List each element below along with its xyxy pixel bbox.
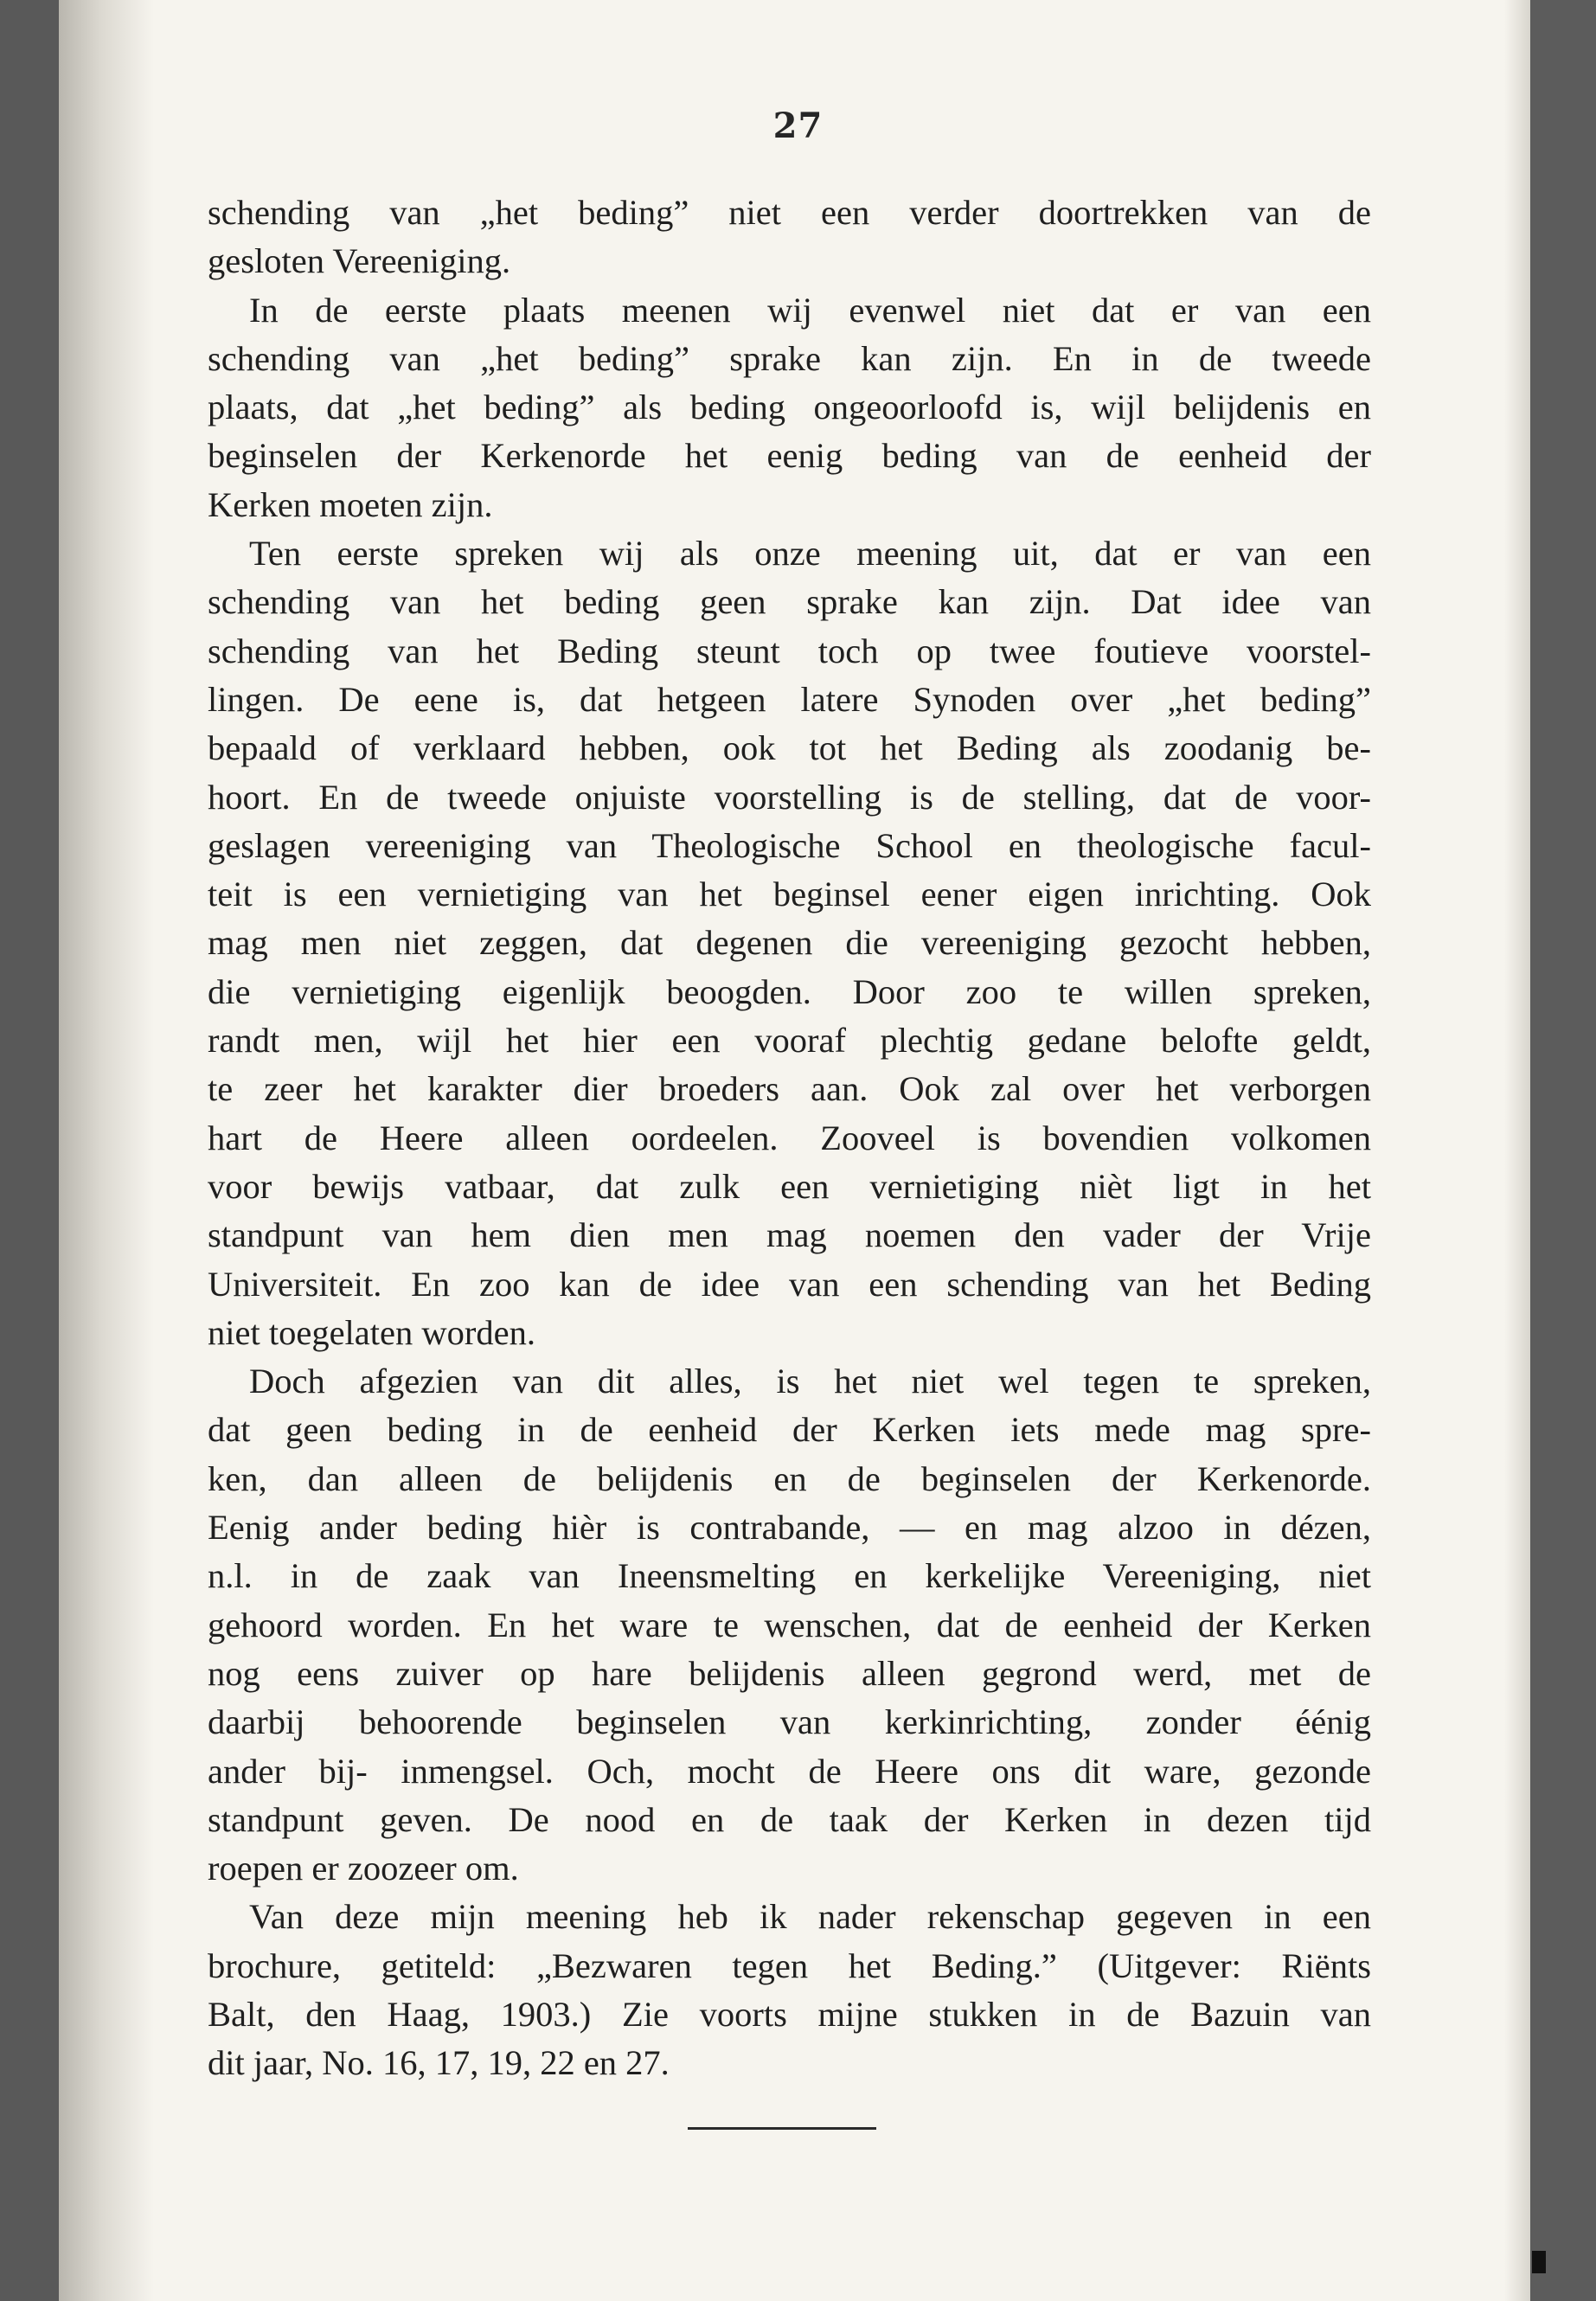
text-line: schending van het Beding steunt toch op twee foutieve voorstel- — [208, 631, 1371, 670]
text-line: schending van „het beding” niet een verder doortrekken van de — [208, 193, 1371, 232]
body-text — [208, 189, 1371, 2088]
text-line: standpunt geven. De nood en de taak der Kerken in dezen tijd — [208, 1799, 1371, 1839]
text-line: beginselen der Kerkenorde het eenig beding van de eenheid der — [208, 436, 1371, 476]
text-line: randt men, wijl het hier een vooraf plechtig gedane belofte geldt, — [208, 1021, 1371, 1061]
text-line: schending van „het beding” sprake kan zijn. En in de tweede — [208, 338, 1371, 378]
text-line: roepen er zoozeer om. — [208, 1849, 519, 1888]
text-line: dit jaar, No. 16, 17, 19, 22 en 27. — [208, 2043, 670, 2083]
text-line: ander bij- inmengsel. Och, mocht de Heere ons dit ware, gezonde — [208, 1751, 1371, 1791]
text-line: die vernietiging eigenlijk beoogden. Door zoo te willen spreken, — [208, 971, 1371, 1011]
text-line: bepaald of verklaard hebben, ook tot het Beding als zoodanig be- — [208, 728, 1371, 768]
text-line: lingen. De eene is, dat hetgeen latere Synoden over „het beding” — [208, 679, 1371, 719]
text-line: hart de Heere alleen oordeelen. Zooveel is bovendien volkomen — [208, 1118, 1371, 1157]
scan-left-border — [0, 0, 59, 2301]
text-line: Kerken moeten zijn. — [208, 484, 493, 524]
closing-rule — [688, 2127, 876, 2130]
text-line: teit is een vernietiging van het beginsel eener eigen inrichting. Ook — [208, 875, 1371, 914]
text-line: n.l. in de zaak van Ineensmelting en kerkelijke Vereeniging, niet — [208, 1556, 1371, 1596]
text-line: dat geen beding in de eenheid der Kerken iets mede mag spre- — [208, 1410, 1371, 1450]
text-line: nog eens zuiver op hare belijdenis alleen gegrond werd, met de — [208, 1653, 1371, 1693]
scan-right-border — [1530, 0, 1596, 2301]
text-line: gehoord worden. En het ware te wenschen, dat de eenheid der Kerken — [208, 1605, 1371, 1644]
text-line: geslagen vereeniging van Theologische School en theologische facul- — [208, 825, 1371, 865]
text-line: Doch afgezien van dit alles, is het niet wel tegen te spreken, — [249, 1362, 1371, 1401]
text-line: Van deze mijn meening heb ik nader rekenschap gegeven in een — [249, 1897, 1371, 1937]
scan-corner-mark — [1532, 2251, 1546, 2273]
text-line: In de eerste plaats meenen wij evenwel niet dat er van een — [249, 290, 1371, 330]
text-line: brochure, getiteld: „Bezwaren tegen het Beding.” (Uitgever: Riënts — [208, 1945, 1371, 1985]
scan-right-shadow — [1504, 0, 1530, 2301]
text-line: hoort. En de tweede onjuiste voorstelling is de stelling, dat de voor- — [208, 777, 1371, 817]
text-line: niet toegelaten worden. — [208, 1312, 535, 1352]
text-line: voor bewijs vatbaar, dat zulk een vernietiging nièt ligt in het — [208, 1166, 1371, 1206]
text-line: standpunt van hem dien men mag noemen den vader der Vrije — [208, 1215, 1371, 1255]
text-line: Eenig ander beding hièr is contrabande, — en mag alzoo in dézen, — [208, 1508, 1371, 1548]
text-line: ken, dan alleen de belijdenis en de beginselen der Kerkenorde. — [208, 1458, 1371, 1498]
text-line: daarbij behoorende beginselen van kerkinrichting, zonder éénig — [208, 1702, 1371, 1742]
text-line: mag men niet zeggen, dat degenen die vereeniging gezocht hebben, — [208, 923, 1371, 963]
text-line: te zeer het karakter dier broeders aan. Ook zal over het verborgen — [208, 1069, 1371, 1109]
scan-binding-shadow — [59, 0, 154, 2301]
text-line: schending van het beding geen sprake kan zijn. Dat idee van — [208, 582, 1371, 622]
text-line: Balt, den Haag, 1903.) Zie voorts mijne stukken in de Bazuin van — [208, 1994, 1371, 2034]
text-line: gesloten Vereeniging. — [208, 241, 511, 281]
text-line: Ten eerste spreken wij als onze meening uit, dat er van een — [249, 534, 1371, 574]
page-number: 27 — [772, 106, 824, 146]
text-line: Universiteit. En zoo kan de idee van een schending van het Beding — [208, 1264, 1371, 1304]
text-line: plaats, dat „het beding” als beding ongeoorloofd is, wijl belijdenis en — [208, 388, 1371, 427]
